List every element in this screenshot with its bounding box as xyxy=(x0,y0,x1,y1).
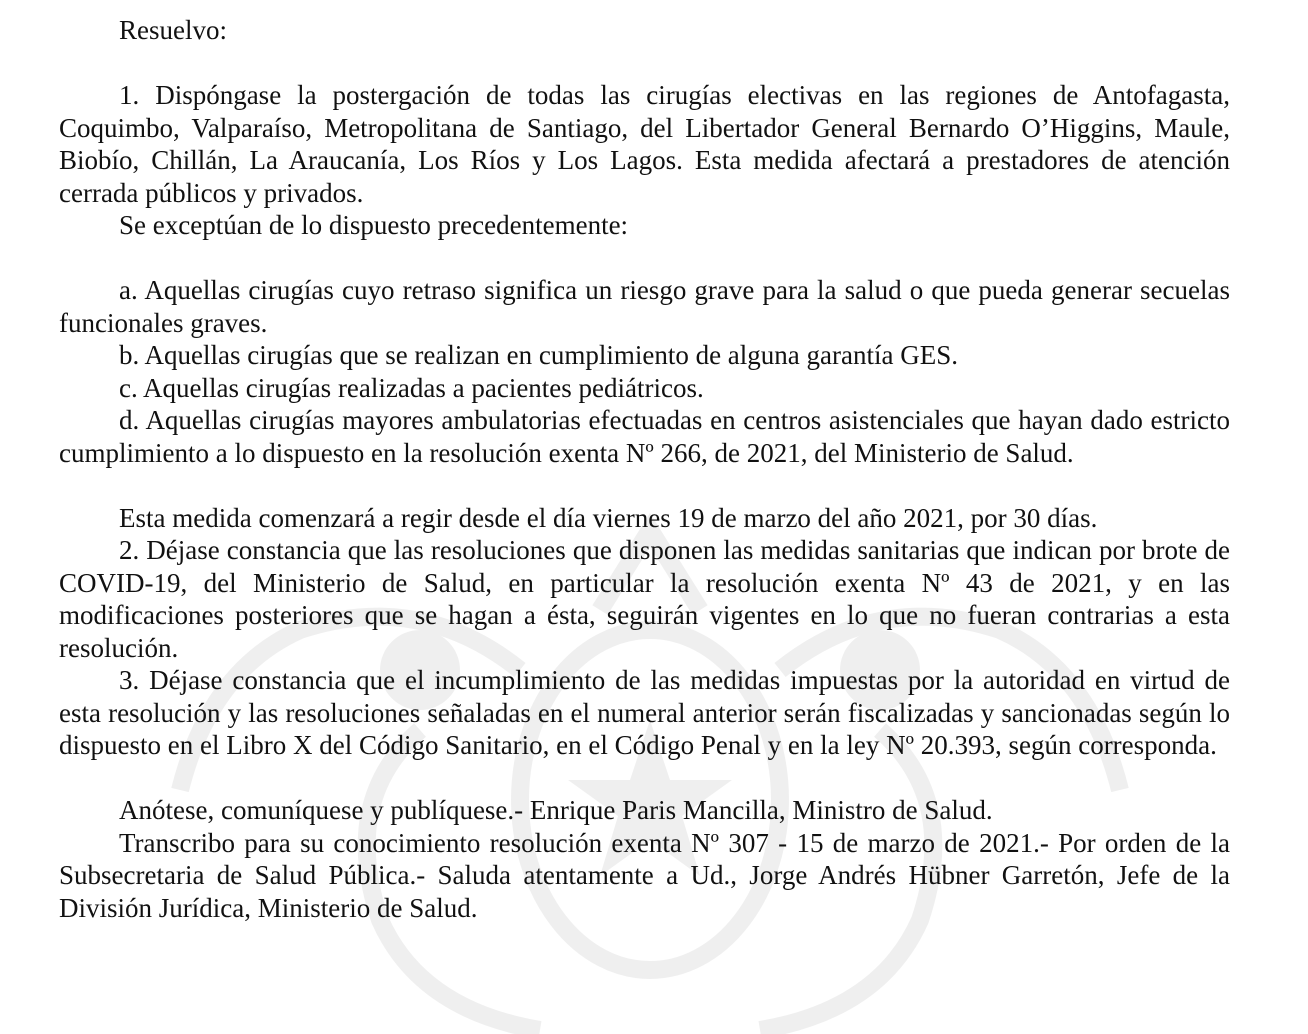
spacer xyxy=(59,47,1230,80)
paragraph-effective-date: Esta medida comenzará a regir desde el día viernes 19 de marzo del año 2021, por 30 días. xyxy=(119,502,1098,533)
spacer xyxy=(59,469,1230,502)
paragraph-exceptions-intro: Se exceptúan de lo dispuesto precedentemente: xyxy=(119,210,629,240)
spacer xyxy=(59,242,1230,275)
paragraph-exception-d: d. Aquellas cirugías mayores ambulatorias efectuadas en centros asistenciales que hayan dado estricto cumplimiento a lo dispuesto en la resolución exenta Nº 266, de 2021, del Ministerio de Salud. xyxy=(59,405,1230,468)
heading-resuelvo: Resuelvo: xyxy=(119,15,227,45)
paragraph-item-3: 3. Déjase constancia que el incumplimiento de las medidas impuestas por la autoridad en virtud de esta resolución y las resoluciones señaladas en el numeral anterior serán fiscalizadas y sancionadas según lo dispuesto en el Libro X del Código Sanitario, en el Código Penal y en la ley Nº 20.393, según corresponda. xyxy=(59,665,1230,760)
paragraph-exception-c: c. Aquellas cirugías realizadas a pacientes pediátricos. xyxy=(119,372,704,403)
paragraph-item-2: 2. Déjase constancia que las resoluciones que disponen las medidas sanitarias que indican por brote de COVID-19, del Ministerio de Salud, en particular la resolución exenta Nº 43 de 2021, y en las modificaciones posteriores que se hagan a ésta, seguirán vigentes en lo que no fueran contrarias a esta resolución. xyxy=(59,535,1230,663)
paragraph-transcription: Transcribo para su conocimiento resolución exenta Nº 307 - 15 de marzo de 2021.- Por orden de la Subsecretaria de Salud Pública.- Saluda atentamente a Ud., Jorge Andrés Hübner Garretón, Jefe de la División Jurídica, Ministerio de Salud. xyxy=(59,827,1230,923)
spacer xyxy=(59,762,1230,795)
paragraph-exception-b: b. Aquellas cirugías que se realizan en cumplimiento de alguna garantía GES. xyxy=(119,340,958,370)
paragraph-closing: Anótese, comuníquese y publíquese.- Enrique Paris Mancilla, Ministro de Salud. xyxy=(119,795,993,825)
paragraph-exception-a: a. Aquellas cirugías cuyo retraso significa un riesgo grave para la salud o que pueda generar secuelas funcionales graves. xyxy=(59,275,1230,338)
resolution-body xyxy=(59,14,1230,924)
paragraph-item-1: 1. Dispóngase la postergación de todas las cirugías electivas en las regiones de Antofagasta, Coquimbo, Valparaíso, Metropolitana de Santiago, del Libertador General Bernardo O’Higgins, Maule, Biobío, Chillán, La Araucanía, Los Ríos y Los Lagos. Esta medida afectará a prestadores de atención cerrada públicos y privados. xyxy=(59,80,1230,208)
